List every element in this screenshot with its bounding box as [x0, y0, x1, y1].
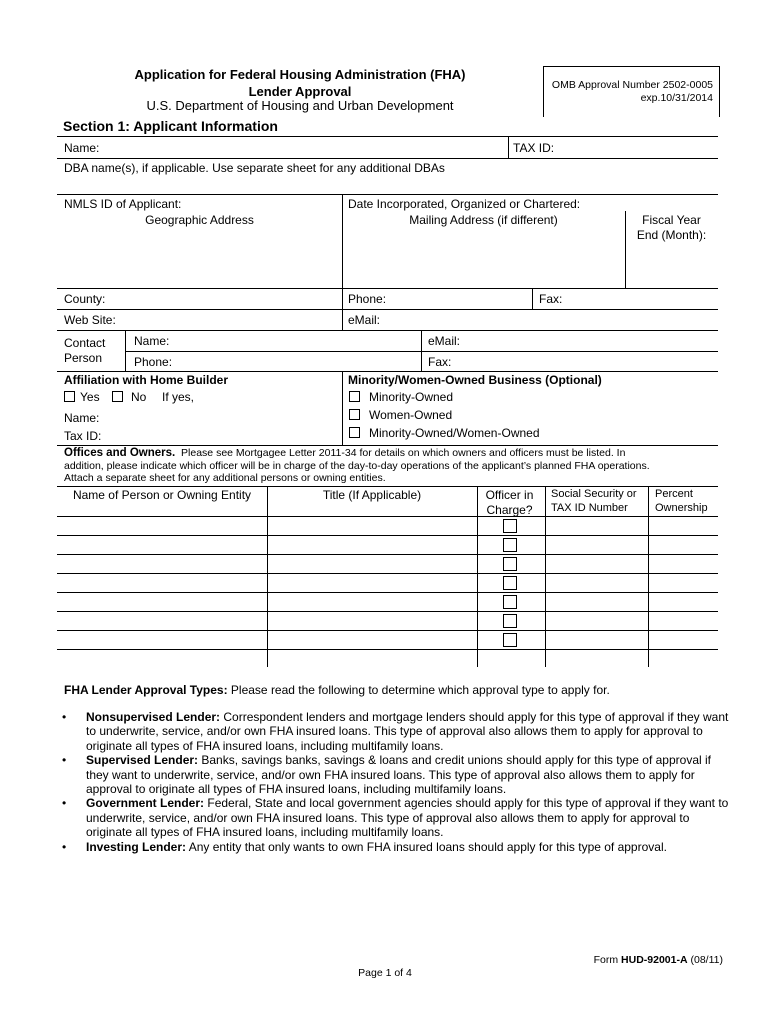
col-title-header: Title (If Applicable): [322, 488, 422, 502]
approval-types-heading-bold: FHA Lender Approval Types:: [64, 683, 228, 697]
approval-types-heading: [64, 683, 610, 697]
title-line-1: Application for Federal Housing Administration (FHA): [134, 67, 466, 82]
page-number: Page 1 of 4: [358, 967, 412, 979]
table-row: [57, 592, 718, 611]
form-date: (08/11): [687, 954, 723, 966]
officer-line-2: Charge?: [486, 503, 533, 517]
tax-id-label: TAX ID:: [513, 141, 555, 155]
bullet: •: [62, 796, 67, 811]
officer-in-charge-checkbox[interactable]: [503, 519, 517, 533]
divider: [342, 371, 343, 445]
rule: [57, 194, 718, 195]
fiscal-year-line-1: Fiscal Year: [642, 213, 701, 227]
fax-label: Fax:: [539, 292, 563, 306]
rule: [57, 136, 718, 137]
divider: [532, 288, 533, 309]
officer-line-1: Officer in: [485, 488, 534, 502]
website-label: Web Site:: [64, 313, 116, 327]
minority-women-owned-label: Minority-Owned/Women-Owned: [369, 426, 540, 440]
approval-type-text: Correspondent lenders and mortgage lenders should apply for this type of approval if they want to underwrite, service, and/or own FHA insured loans. This type of approval also allows them to apply for approval to originate all types of FHA insured loans, including multifamily loans.: [86, 710, 729, 753]
offices-instructions: [64, 447, 724, 485]
divider: [508, 136, 509, 158]
approval-type-name: Supervised Lender:: [86, 753, 199, 768]
omb-number: OMB Approval Number 2502-0005: [551, 79, 713, 91]
pct-line-1: Percent: [655, 488, 693, 500]
approval-types-list: [62, 710, 732, 854]
pct-line-2: Ownership: [655, 501, 708, 514]
offices-text-3: Attach a separate sheet for any additional persons or owning entities.: [64, 472, 386, 484]
table-row: [57, 554, 718, 573]
table-row: [57, 516, 718, 535]
form-prefix: Form: [593, 954, 622, 966]
date-incorporated-label: Date Incorporated, Organized or Chartered:: [348, 197, 581, 211]
rule: [57, 486, 718, 487]
offices-text-2: addition, please indicate which officer will be in charge of the day-to-day operations of the applicant’s planned FHA operations.: [64, 459, 650, 472]
if-yes-label: If yes,: [162, 390, 195, 404]
approval-type-text: Any entity that only wants to own FHA insured loans should apply for this type of approval.: [186, 839, 667, 854]
yes-checkbox[interactable]: [64, 391, 75, 402]
contact-fax-label: Fax:: [428, 355, 452, 369]
rule: [57, 330, 718, 331]
county-label: County:: [64, 292, 106, 306]
col-officer-header: [477, 488, 542, 518]
omb-box: [543, 66, 720, 117]
ssn-line-1: Social Security or: [551, 488, 637, 500]
contact-phone-label: Phone:: [134, 355, 173, 369]
title-line-2: Lender Approval: [248, 84, 352, 99]
bullet: •: [62, 753, 67, 768]
approval-type-name: Investing Lender:: [86, 839, 187, 854]
dba-label: DBA name(s), if applicable. Use separate sheet for any additional DBAs: [64, 161, 445, 175]
officer-in-charge-checkbox[interactable]: [503, 595, 517, 609]
contact-person-label: [64, 336, 105, 366]
approval-type-text: Federal, State and local government agencies should apply for this type of approval if they want to underwrite, service, and/or own FHA insured loans. This type of approval also allows them to apply for approval to originate all types of FHA insured loans, including multifamily loans.: [86, 796, 729, 840]
phone-label: Phone:: [348, 292, 387, 306]
bullet: •: [62, 710, 67, 724]
table-row-rule: [57, 649, 718, 650]
department-name: U.S. Department of Housing and Urban Development: [146, 98, 454, 113]
women-owned-checkbox[interactable]: [349, 409, 360, 420]
name-label: Name:: [64, 141, 100, 155]
approval-types-heading-text: Please read the following to determine which approval type to apply for.: [227, 683, 610, 697]
nmls-label: NMLS ID of Applicant:: [64, 197, 182, 211]
form-number-bold: HUD-92001-A: [621, 954, 688, 966]
no-label: No: [131, 390, 147, 404]
table-row: [57, 630, 718, 649]
omb-expiration: exp.10/31/2014: [640, 92, 713, 104]
col-percent-header: [655, 488, 718, 515]
list-item: [62, 753, 732, 796]
form-title: [90, 66, 510, 100]
rule: [57, 445, 718, 446]
yes-label: Yes: [80, 390, 100, 404]
rule: [57, 309, 718, 310]
contact-line-2: Person: [64, 351, 103, 365]
no-checkbox[interactable]: [112, 391, 123, 402]
affiliation-title: Affiliation with Home Builder: [64, 373, 228, 387]
minority-title: Minority/Women-Owned Business (Optional): [348, 373, 602, 387]
offices-title: Offices and Owners.: [64, 447, 176, 459]
affiliation-name-label: Name:: [64, 411, 100, 425]
fiscal-year-label: [625, 213, 718, 243]
form-number: [594, 954, 723, 966]
contact-name-label: Name:: [134, 334, 170, 348]
affiliation-tax-id-label: Tax ID:: [64, 429, 102, 443]
approval-type-name: Government Lender:: [86, 796, 205, 811]
geographic-address-label: Geographic Address: [145, 213, 254, 227]
email-label: eMail:: [348, 313, 381, 327]
section-1-title: Section 1: Applicant Information: [63, 118, 278, 134]
approval-type-text: Banks, savings banks, savings & loans and credit unions should apply for this type of approval if they want to underwrite, service, and/or own FHA insured loans. This type of approval also allows them to apply for approval to originate all types of FHA insured loans, including multifamily loans.: [86, 753, 711, 797]
fiscal-year-line-2: End (Month):: [636, 228, 707, 242]
minority-women-owned-checkbox[interactable]: [349, 427, 360, 438]
table-row: [57, 573, 718, 592]
officer-in-charge-checkbox[interactable]: [503, 614, 517, 628]
officer-in-charge-checkbox[interactable]: [503, 538, 517, 552]
table-row: [57, 535, 718, 554]
table-row: [57, 611, 718, 630]
contact-line-1: Contact: [64, 336, 106, 350]
list-item: [62, 840, 732, 854]
ssn-line-2: TAX ID Number: [551, 501, 628, 514]
divider: [625, 211, 626, 288]
mailing-address-label: Mailing Address (if different): [409, 213, 558, 227]
divider: [421, 330, 422, 371]
women-owned-label: Women-Owned: [369, 408, 453, 422]
col-ssn-header: [551, 488, 646, 515]
col-name-header: Name of Person or Owning Entity: [72, 488, 252, 502]
contact-email-label: eMail:: [428, 334, 461, 348]
minority-owned-checkbox[interactable]: [349, 391, 360, 402]
minority-owned-label: Minority-Owned: [369, 390, 454, 404]
officer-in-charge-checkbox[interactable]: [503, 557, 517, 571]
offices-text-1: Please see Mortgagee Letter 2011-34 for details on which owners and officers must be listed. In: [181, 447, 626, 459]
rule: [57, 158, 718, 159]
approval-type-name: Nonsupervised Lender:: [86, 710, 221, 724]
officer-in-charge-checkbox[interactable]: [503, 633, 517, 647]
officer-in-charge-checkbox[interactable]: [503, 576, 517, 590]
rule: [57, 288, 718, 289]
rule: [57, 371, 718, 372]
bullet: •: [62, 839, 67, 854]
list-item: [62, 710, 732, 753]
list-item: [62, 796, 732, 839]
